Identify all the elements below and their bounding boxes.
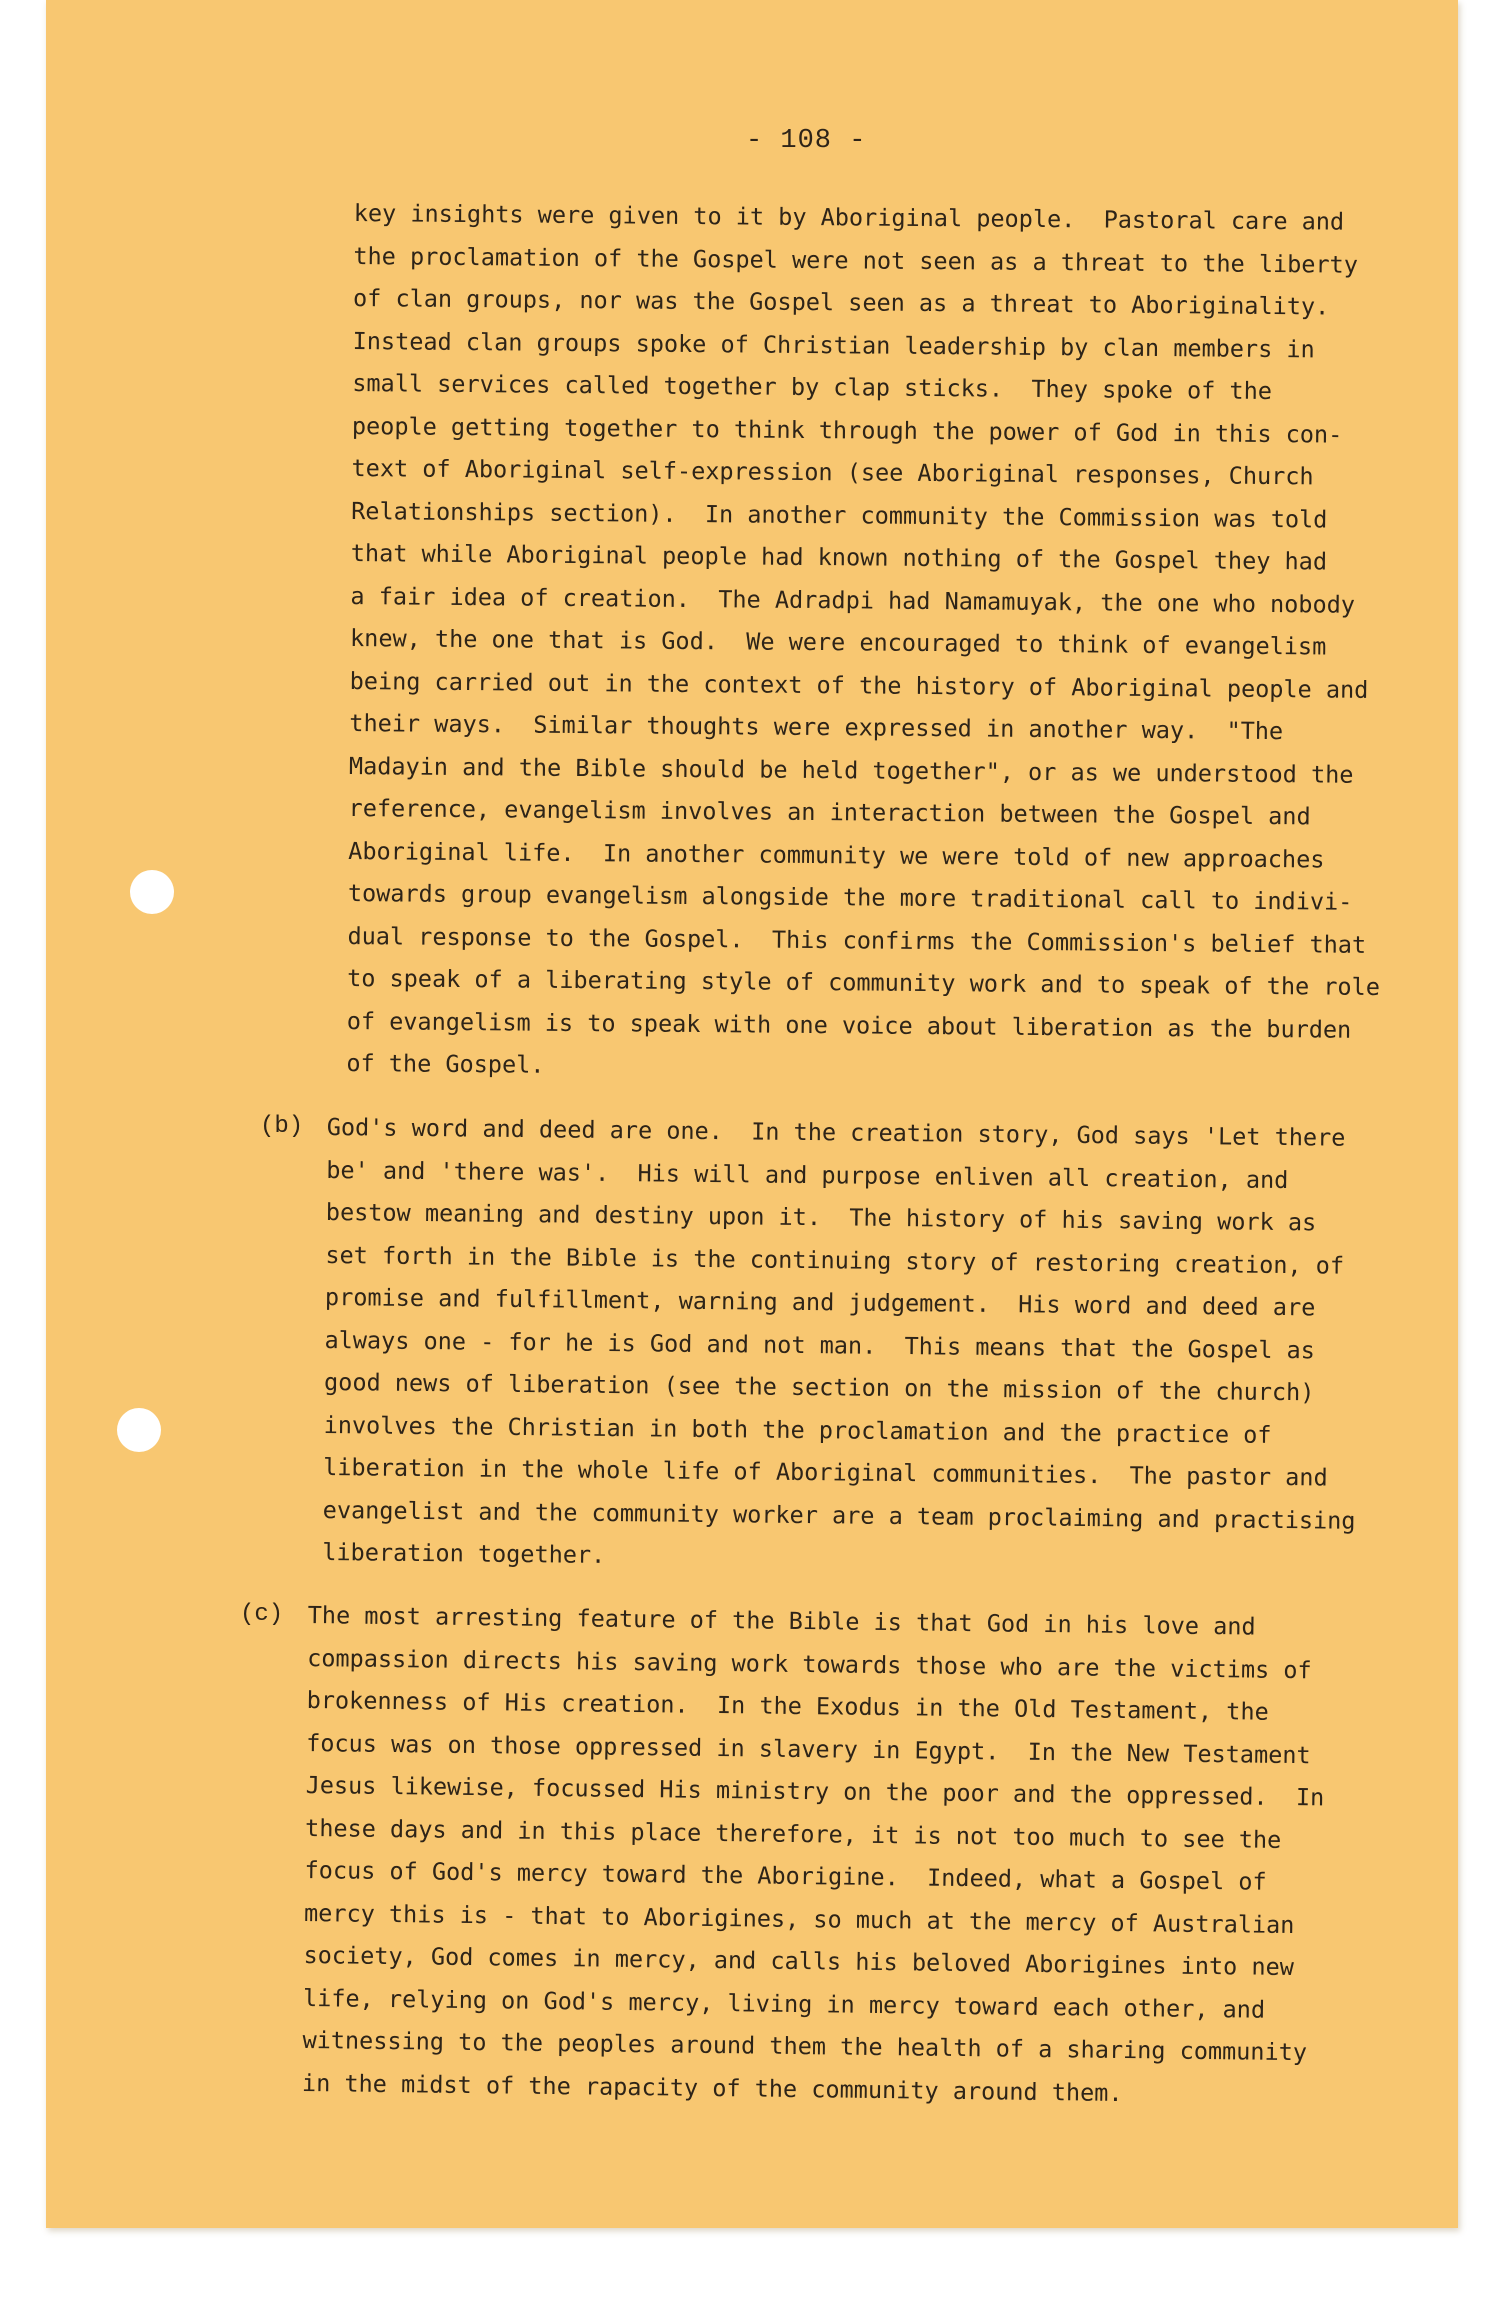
item-c-line: witnessing to the peoples around them the health of a sharing community [302,2025,1308,2067]
item-b-line: good news of liberation (see the section on the mission of the church) [323,1367,1315,1407]
item-c-line: life, relying on God's mercy, living in mercy toward each other, and [302,1983,1266,2024]
intro-line: text of Aboriginal self-expression (see Aboriginal responses, Church [351,453,1314,491]
intro-line: that while Aboriginal people had known nothing of the Gospel they had [350,538,1328,576]
item-c-line: brokenness of His creation. In the Exodus in the Old Testament, the [306,1685,1269,1726]
item-b-line: liberation in the whole life of Aboriginal communities. The pastor and [323,1452,1328,1492]
item-c-line: The most arresting feature of the Bible is that God in his love and [307,1600,1256,1641]
intro-line: small services called together by clap sticks. They spoke of the [352,368,1273,406]
intro-line: Relationships section). In another community the Commission was told [351,496,1328,534]
item-b-line: God's word and deed are one. In the creation story, God says 'Let there [326,1112,1346,1152]
intro-line: Instead clan groups spoke of Christian leadership by clan members in [352,326,1315,363]
item-b-line: set forth in the Bible is the continuing story of restoring creation, of [325,1240,1345,1280]
intro-line: the proclamation of the Gospel were not seen as a threat to the liberty [353,241,1359,279]
intro-line: a fair idea of creation. The Adradpi had Namamuyak, the one who nobody [350,581,1356,619]
punch-hole-upper [130,870,174,914]
item-b-line: evangelist and the community worker are a team proclaiming and practising [322,1495,1356,1535]
item-b-label: (b) [260,1113,304,1140]
item-b-line: involves the Christian in both the proclamation and the practice of [323,1410,1272,1449]
item-b-line: always one - for he is God and not man. This means that the Gospel as [324,1325,1316,1364]
intro-paragraph [346,192,1387,1093]
intro-line: their ways. Similar thoughts were expressed in another way. "The [349,708,1284,746]
item-c-line: society, God comes in mercy, and calls his beloved Aborigines into new [303,1940,1295,1982]
item-c-line: focus was on those oppressed in slavery in Egypt. In the New Testament [306,1728,1311,1769]
intro-line: of the Gospel. [346,1048,545,1079]
intro-line: of evangelism is to speak with one voice about liberation as the burden [346,1006,1352,1044]
intro-line: people getting together to think through the power of God in this con- [351,411,1343,449]
intro-line: towards group evangelism alongside the more traditional call to indivi- [347,878,1353,916]
intro-line: reference, evangelism involves an interaction between the Gospel and [348,793,1311,831]
intro-line: of clan groups, nor was the Gospel seen as a threat to Aboriginality. [352,283,1330,321]
item-c-label: (c) [240,1601,284,1628]
typewritten-page [46,0,1458,2228]
item-b-paragraph [322,1106,1360,1584]
intro-line: knew, the one that is God. We were encouraged to think of evangelism [349,623,1327,661]
item-c-line: compassion directs his saving work towards those who are the victims of [307,1643,1312,1684]
punch-hole-lower [117,1408,161,1452]
item-b-line: be' and 'there was'. His will and purpose enliven all creation, and [326,1155,1289,1194]
item-c-line: Jesus likewise, focussed His ministry on the poor and the oppressed. In [305,1770,1325,1812]
item-c-paragraph [302,1594,1327,2116]
item-c-line: in the midst of the rapacity of the community around them. [301,2068,1123,2107]
item-c-line: these days and in this place therefore, it is not too much to see the [304,1813,1282,1854]
intro-line: key insights were given to it by Aboriginal people. Pastoral care and [353,198,1345,236]
intro-line: Madayin and the Bible should be held together", or as we understood the [348,751,1354,789]
item-b-line: liberation together. [322,1537,606,1569]
intro-line: dual response to the Gospel. This confirms the Commission's belief that [347,921,1367,959]
item-c-line: mercy this is - that to Aborigines, so much at the mercy of Australian [303,1898,1295,1939]
item-b-line: promise and fulfillment, warning and judgement. His word and deed are [324,1282,1316,1322]
page-number: - 108 - [746,126,867,156]
intro-line: Aboriginal life. In another community we were told of new approaches [348,836,1325,873]
item-c-line: focus of God's mercy toward the Aborigine. Indeed, what a Gospel of [304,1855,1267,1896]
intro-line: being carried out in the context of the history of Aboriginal people and [349,666,1369,704]
item-b-line: bestow meaning and destiny upon it. The history of his saving work as [325,1197,1317,1237]
intro-line: to speak of a liberating style of community work and to speak of the role [347,963,1381,1001]
